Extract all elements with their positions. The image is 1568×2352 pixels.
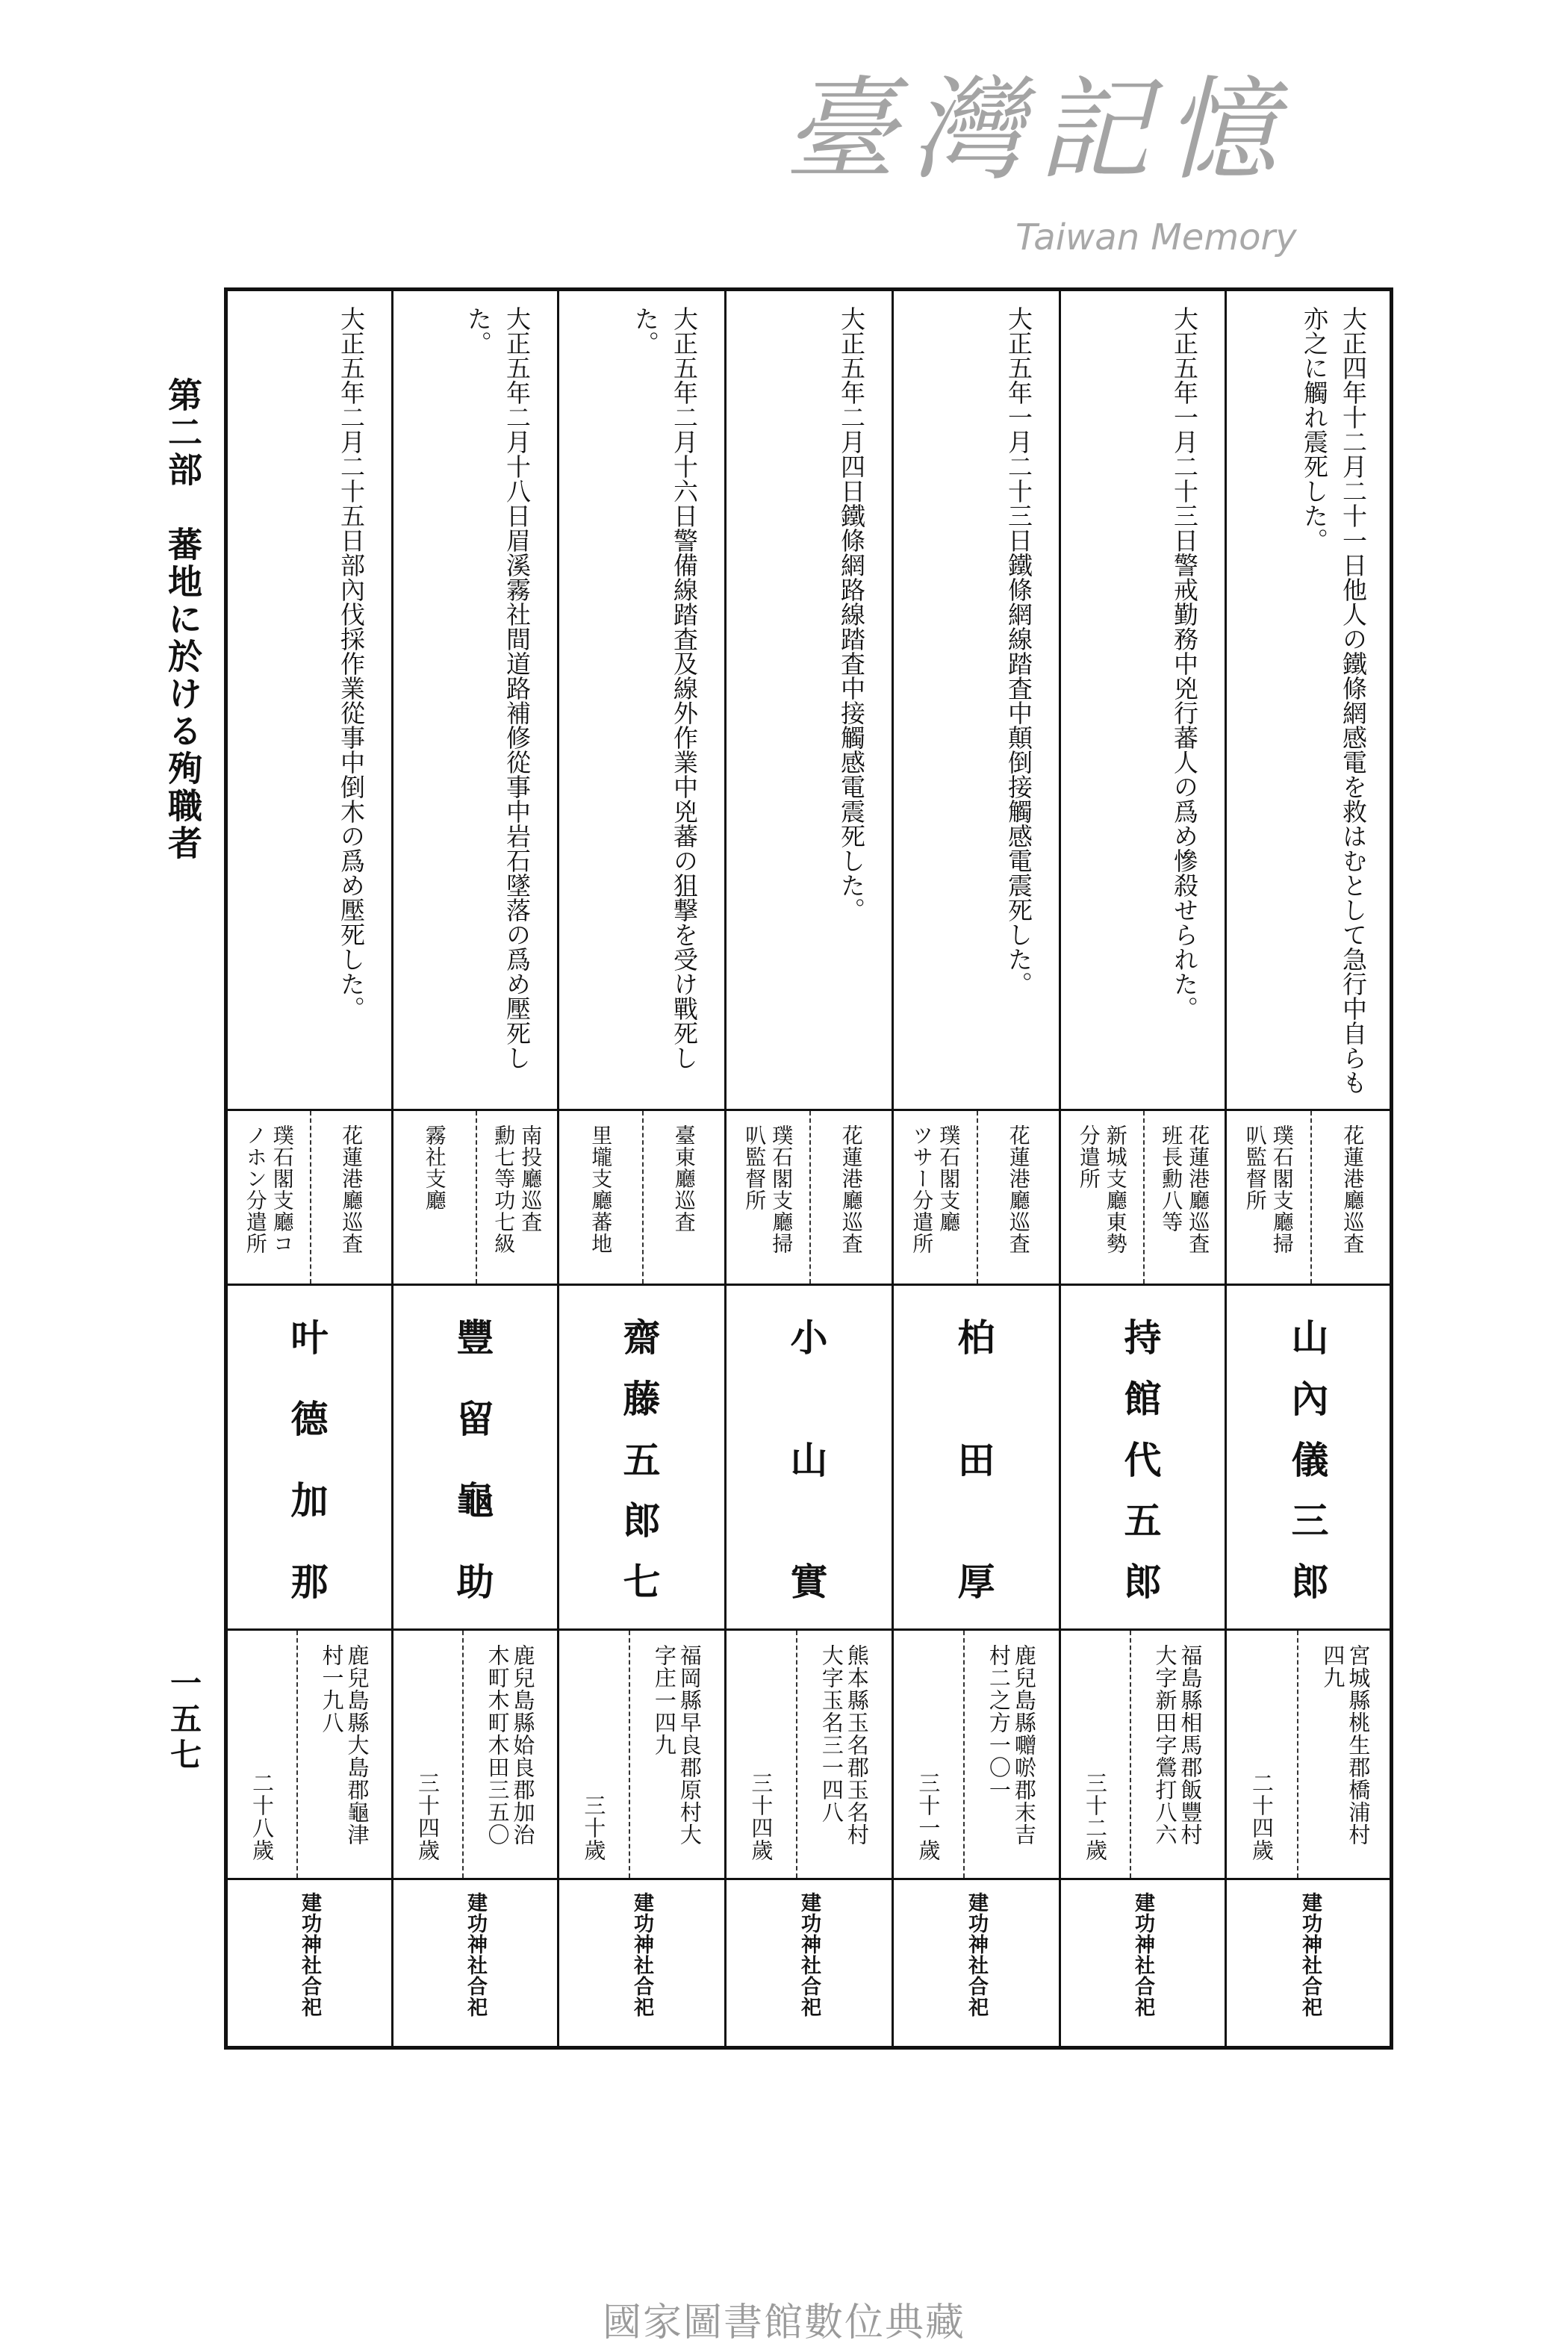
enshrinement-cell — [393, 1878, 557, 2050]
name-char: 田 — [957, 1437, 995, 1482]
enshrinement-text: 建功神社合祀 — [464, 1892, 487, 2017]
name-cell — [894, 1284, 1059, 1628]
entry-column — [892, 291, 1059, 2046]
description-text — [458, 306, 536, 1105]
hometown — [963, 1631, 1059, 1878]
post-title — [642, 1111, 725, 1284]
hometown-line: 四九 — [1320, 1644, 1346, 1689]
name-cell — [393, 1284, 557, 1628]
enshrinement — [393, 1892, 557, 2017]
age — [1061, 1631, 1130, 1878]
post-station-line: ノホン分遣所 — [243, 1124, 268, 1254]
enshrinement-cell — [1061, 1878, 1225, 2050]
age-text: 二十四歲 — [1248, 1772, 1275, 1861]
post-title-line: 臺東廳巡査 — [671, 1124, 697, 1233]
hometown-line: 村一九八 — [319, 1644, 345, 1734]
description-line: 大正五年二月二十五日部內伐採作業從事中倒木の爲め壓死した。 — [337, 306, 366, 1021]
page-number: 一五七 — [166, 1667, 202, 1774]
description-line: 大正五年一月二十三日警戒勤務中兇行蕃人の爲め慘殺せられた。 — [1170, 306, 1199, 1021]
name-cell — [1227, 1284, 1393, 1628]
description-line: 大正五年二月十八日眉溪霧社間道路補修從事中岩石墜落の爲め壓死し — [503, 306, 532, 1070]
description-line: 大正五年二月四日鐵條網路線踏査中接觸感電震死した。 — [837, 306, 866, 922]
hometown-line: 木町木町木田三五〇 — [485, 1644, 511, 1846]
name-char: 藤 — [623, 1376, 661, 1421]
post-cell — [228, 1109, 391, 1284]
post-station — [894, 1111, 977, 1284]
enshrinement — [727, 1892, 892, 2017]
enshrinement-cell — [727, 1878, 892, 2050]
name-char: 郎 — [1291, 1560, 1329, 1604]
cause-of-death — [559, 291, 724, 1109]
origin-cell — [393, 1628, 557, 1878]
name-char: 實 — [790, 1560, 828, 1604]
enshrinement — [1061, 1892, 1225, 2017]
person-name — [1227, 1308, 1393, 1606]
person-name — [894, 1308, 1059, 1606]
name-char: 厚 — [957, 1560, 995, 1604]
name-char: 持 — [1124, 1316, 1162, 1360]
enshrinement-cell — [228, 1878, 391, 2050]
post-cell — [1227, 1109, 1393, 1284]
name-char: 山 — [790, 1437, 828, 1482]
hometown — [1130, 1631, 1225, 1878]
post-station — [228, 1111, 310, 1284]
post-split — [894, 1111, 1059, 1284]
post-title-line: 班長勳八等 — [1159, 1124, 1184, 1233]
person-name — [727, 1308, 892, 1606]
enshrinement-text: 建功神社合祀 — [965, 1892, 988, 2017]
hometown-line: 福岡縣早良郡原村大 — [676, 1644, 703, 1846]
post-title-line: 花蓮港廳巡査 — [839, 1124, 864, 1254]
hometown — [1297, 1631, 1393, 1878]
description-text — [332, 306, 370, 1105]
hometown-line: 大字玉名三一四八 — [818, 1644, 844, 1823]
chapter-title: 第二部 蕃地に於ける殉職者 — [163, 377, 203, 862]
cause-of-death — [228, 291, 391, 1109]
origin-split — [727, 1631, 892, 1878]
post-cell — [1061, 1109, 1225, 1284]
enshrinement-cell — [559, 1878, 724, 2050]
post-cell — [559, 1109, 724, 1284]
description-text — [626, 306, 703, 1105]
name-cell — [1061, 1284, 1225, 1628]
post-station-line: 分遣所 — [1076, 1124, 1101, 1189]
hometown-line: 鹿兒島縣姶良郡加治 — [510, 1644, 536, 1846]
description-text — [1165, 306, 1204, 1105]
enshrinement-text: 建功神社合祀 — [797, 1892, 821, 2017]
enshrinement-text: 建功神社合祀 — [1298, 1892, 1322, 2017]
post-split — [1227, 1111, 1393, 1284]
entry-column — [557, 291, 724, 2046]
post-station — [559, 1111, 642, 1284]
name-char: 代 — [1124, 1437, 1162, 1482]
origin-split — [894, 1631, 1059, 1878]
post-station-line: 霧社支廳 — [422, 1124, 447, 1211]
name-char: 館 — [1124, 1376, 1162, 1421]
age-text: 三十一歲 — [915, 1772, 942, 1861]
post-cell — [393, 1109, 557, 1284]
age — [894, 1631, 963, 1878]
name-char: 小 — [790, 1316, 828, 1360]
person-name — [559, 1308, 724, 1606]
hometown-line: 大字新田字鶯打八六 — [1152, 1644, 1178, 1846]
post-station-line: 叭監督所 — [742, 1124, 768, 1211]
name-char: 龜 — [456, 1478, 494, 1522]
origin-split — [1061, 1631, 1225, 1878]
name-char: 山 — [1291, 1316, 1329, 1360]
post-title — [1310, 1111, 1394, 1284]
footer-credit: 國家圖書館數位典藏 — [602, 2300, 965, 2345]
post-station — [727, 1111, 809, 1284]
enshrinement — [228, 1892, 391, 2017]
name-char: 那 — [290, 1560, 329, 1604]
post-station-line: 璞石閣支廳 — [936, 1124, 962, 1233]
age — [228, 1631, 296, 1878]
name-cell — [727, 1284, 892, 1628]
cause-of-death — [1061, 291, 1225, 1109]
enshrinement-text: 建功神社合祀 — [298, 1892, 321, 2017]
post-title — [809, 1111, 892, 1284]
description-line: 大正五年二月十六日警備線踏査及線外作業中兇蕃の狙撃を受け戰死し — [670, 306, 699, 1070]
hometown — [462, 1631, 557, 1878]
origin-cell — [1061, 1628, 1225, 1878]
origin-split — [228, 1631, 391, 1878]
entry-column — [1225, 291, 1393, 2046]
post-title-line: 花蓮港廳巡査 — [339, 1124, 364, 1254]
age-text: 三十二歲 — [1083, 1772, 1108, 1861]
name-char: 儀 — [1291, 1437, 1329, 1482]
name-char: 叶 — [290, 1316, 329, 1360]
enshrinement-text: 建功神社合祀 — [1131, 1892, 1154, 2017]
description-text — [999, 306, 1038, 1105]
hometown-line: 熊本縣玉名郡玉名村 — [844, 1644, 870, 1846]
post-title — [1143, 1111, 1225, 1284]
origin-split — [393, 1631, 557, 1878]
hometown-line: 村二之方一〇一 — [986, 1644, 1012, 1801]
hometown-line: 鹿兒島縣囎唹郡末吉 — [1011, 1644, 1037, 1846]
age-text: 三十歲 — [581, 1794, 607, 1861]
enshrinement — [559, 1892, 724, 2017]
age — [559, 1631, 629, 1878]
post-station-line: 里壠支廳蕃地 — [588, 1124, 614, 1254]
name-char: 五 — [623, 1437, 661, 1482]
name-char: 內 — [1291, 1376, 1329, 1421]
name-char: 郎 — [623, 1499, 661, 1543]
age — [393, 1631, 462, 1878]
origin-split — [559, 1631, 724, 1878]
age — [727, 1631, 796, 1878]
hometown-line: 字庄一四九 — [651, 1644, 677, 1756]
post-cell — [894, 1109, 1059, 1284]
origin-cell — [894, 1628, 1059, 1878]
hometown-line: 宮城縣桃生郡橋浦村 — [1345, 1644, 1372, 1846]
post-station-line: 叭監督所 — [1242, 1124, 1268, 1211]
post-split — [393, 1111, 557, 1284]
post-station — [1227, 1111, 1310, 1284]
hometown — [629, 1631, 724, 1878]
name-char: 柏 — [957, 1316, 995, 1360]
post-title-line: 花蓮港廳巡査 — [1340, 1124, 1366, 1254]
age — [1227, 1631, 1297, 1878]
post-title — [310, 1111, 392, 1284]
post-title-line: 花蓮港廳巡査 — [1006, 1124, 1031, 1254]
post-station-line: 新城支廳東勢 — [1103, 1124, 1128, 1254]
post-station-line: 璞石閣支廳コ — [270, 1124, 295, 1254]
cause-of-death — [894, 291, 1059, 1109]
enshrinement — [1227, 1892, 1393, 2017]
post-title — [476, 1111, 558, 1284]
description-line: た。 — [464, 306, 493, 355]
description-line: た。 — [631, 306, 660, 355]
origin-split — [1227, 1631, 1393, 1878]
enshrinement-text: 建功神社合祀 — [630, 1892, 653, 2017]
enshrinement-cell — [1227, 1878, 1393, 2050]
post-station-line: 璞石閣支廳掃 — [769, 1124, 794, 1254]
post-title-line: 勳七等功七級 — [491, 1124, 517, 1254]
enshrinement-cell — [894, 1878, 1059, 2050]
description-line: 亦之に觸れ震死した。 — [1300, 306, 1329, 553]
description-line: 大正四年十二月二十一日他人の鐵條網感電を救はむとして急行中自らも — [1339, 306, 1368, 1095]
post-split — [727, 1111, 892, 1284]
post-station — [393, 1111, 476, 1284]
origin-cell — [727, 1628, 892, 1878]
name-char: 三 — [1291, 1499, 1329, 1543]
cause-of-death — [727, 291, 892, 1109]
name-cell — [228, 1284, 391, 1628]
post-station — [1061, 1111, 1143, 1284]
origin-cell — [559, 1628, 724, 1878]
person-name — [228, 1308, 391, 1606]
post-split — [1061, 1111, 1225, 1284]
description-line: 大正五年一月二十三日鐵條網線踏査中顛倒接觸感電震死した。 — [1004, 306, 1033, 996]
age-text: 三十四歲 — [415, 1772, 441, 1861]
description-text — [1295, 306, 1372, 1105]
entry-column — [228, 291, 391, 2046]
post-title-line: 南投廳巡査 — [518, 1124, 544, 1233]
name-char: 齋 — [623, 1316, 661, 1360]
post-title-line: 花蓮港廳巡査 — [1186, 1124, 1211, 1254]
entry-column — [391, 291, 557, 2046]
name-char: 德 — [290, 1397, 329, 1441]
origin-cell — [1227, 1628, 1393, 1878]
name-char: 五 — [1124, 1499, 1162, 1543]
name-char: 郎 — [1124, 1560, 1162, 1604]
age-text: 三十四歲 — [748, 1772, 774, 1861]
name-cell — [559, 1284, 724, 1628]
memorial-table — [224, 287, 1393, 2050]
hometown-line: 福島縣相馬郡飯豐村 — [1177, 1644, 1204, 1846]
name-char: 留 — [456, 1397, 494, 1441]
watermark-subtext: Taiwan Memory — [1015, 217, 1297, 258]
cause-of-death — [1227, 291, 1393, 1109]
enshrinement — [894, 1892, 1059, 2017]
name-char: 七 — [623, 1560, 661, 1604]
age-text: 二十八歲 — [249, 1772, 275, 1861]
hometown — [796, 1631, 892, 1878]
post-station-line: ツサー分遣所 — [909, 1124, 935, 1254]
origin-cell — [228, 1628, 391, 1878]
post-title — [977, 1111, 1060, 1284]
name-char: 豐 — [456, 1316, 494, 1360]
entry-column — [724, 291, 892, 2046]
person-name — [1061, 1308, 1225, 1606]
watermark-logo: 臺灣記憶 — [784, 66, 1292, 196]
hometown-line: 鹿兒島縣大島郡龜津 — [344, 1644, 370, 1846]
post-split — [559, 1111, 724, 1284]
name-char: 助 — [456, 1560, 494, 1604]
description-text — [832, 306, 871, 1105]
hometown — [296, 1631, 391, 1878]
cause-of-death — [393, 291, 557, 1109]
post-station-line: 璞石閣支廳掃 — [1269, 1124, 1295, 1254]
name-char: 加 — [290, 1478, 329, 1522]
post-cell — [727, 1109, 892, 1284]
entry-column — [1059, 291, 1225, 2046]
post-split — [228, 1111, 391, 1284]
person-name — [393, 1308, 557, 1606]
